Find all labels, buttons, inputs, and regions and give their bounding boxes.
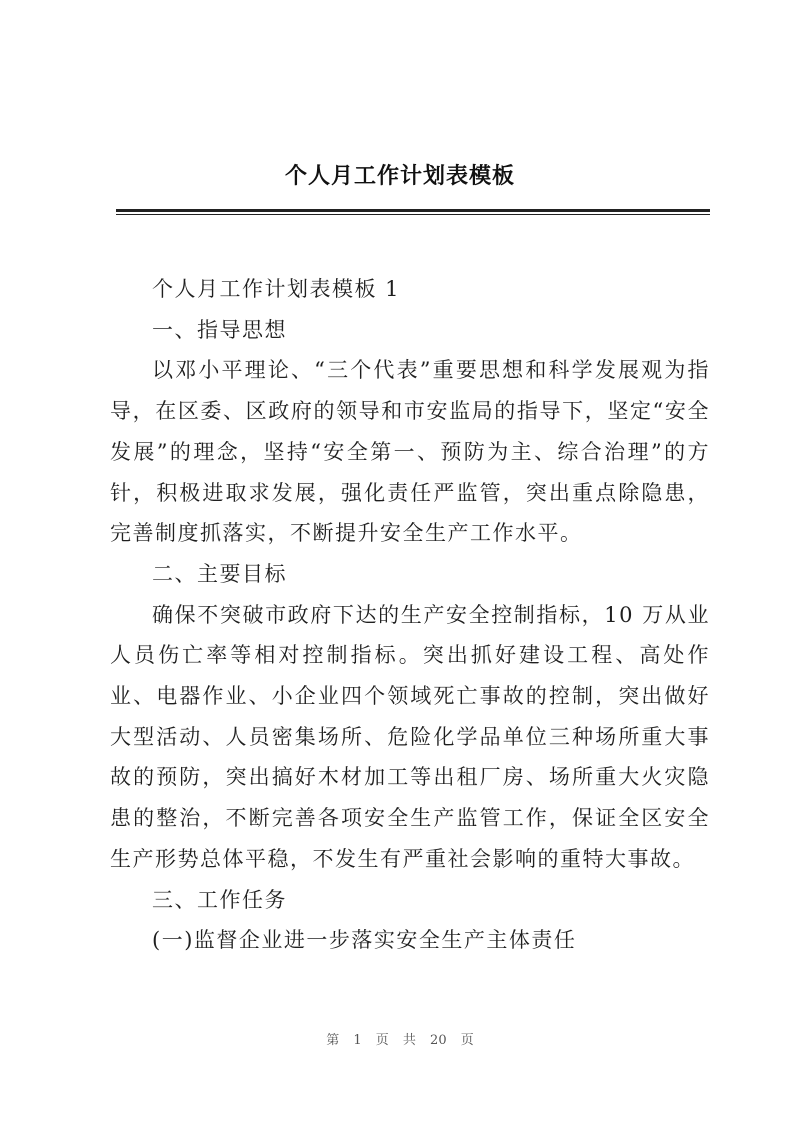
paragraph-guiding-ideology: 以邓小平理论、“三个代表”重要思想和科学发展观为指导，在区委、区政府的领导和市安监局的指导下，坚定“安全发展”的理念，坚持“安全第一、预防为主、综合治理”的方针，积极进取求发展，强化责任严监管，突出重点除隐患，完善制度抓落实，不断提升安全生产工作水平。 [110, 358, 710, 546]
document-body [110, 269, 710, 961]
section-heading-work-tasks: 三、工作任务 [152, 887, 287, 912]
title-underline-thin [116, 214, 710, 215]
section-heading-guiding-ideology: 一、指导思想 [152, 317, 287, 342]
document-title: 个人月工作计划表模板 [284, 164, 515, 189]
subsection-heading-task-1: (一)监督企业进一步落实安全生产主体责任 [152, 928, 577, 953]
page-footer: 第 1 页 共 20 页 [326, 1033, 474, 1048]
paragraph-main-goals: 确保不突破市政府下达的生产安全控制指标，10 万从业人员伤亡率等相对控制指标。突出抓好建设工程、高处作业、电器作业、小企业四个领域死亡事故的控制，突出做好大型活动、人员密集场所、危险化学品单位三种场所重大事故的预防，突出搞好木材加工等出租厂房、场所重大火灾隐患的整治，不断完善各项安全生产监管工作，保证全区安全生产形势总体平稳，不发生有严重社会影响的重特大事故。 [110, 602, 710, 871]
section-heading-template-1: 个人月工作计划表模板 1 [152, 277, 401, 301]
title-underline-thick [116, 209, 710, 212]
section-heading-main-goals: 二、主要目标 [152, 561, 287, 586]
